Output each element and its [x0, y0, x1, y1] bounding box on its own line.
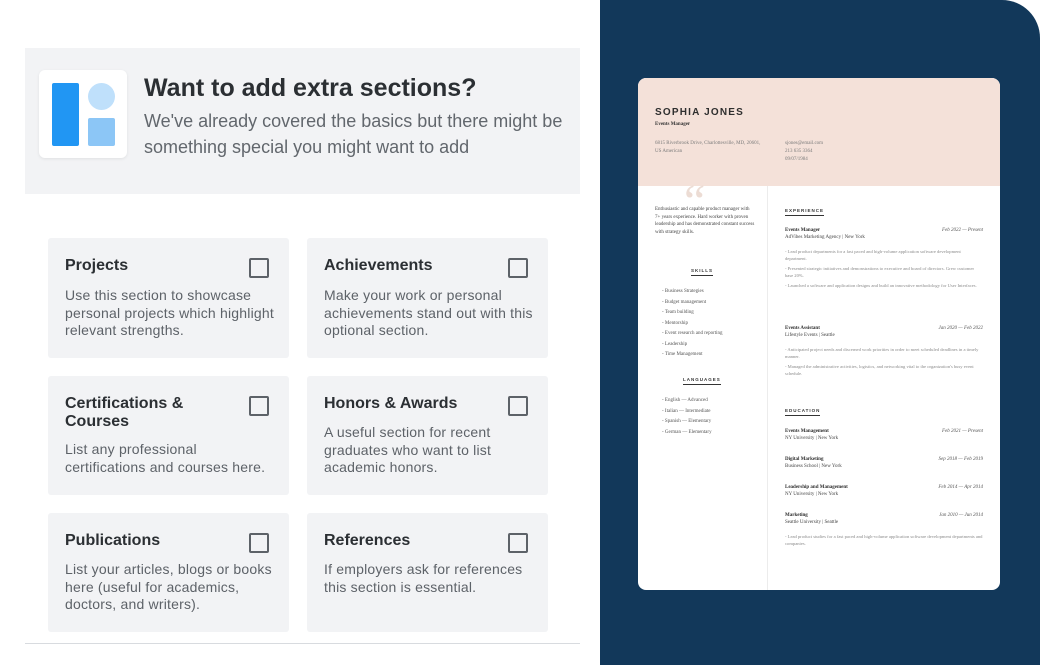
list-item: - Budget management: [662, 298, 757, 309]
education-title: [785, 457, 983, 464]
education-entry: [785, 485, 983, 502]
languages-heading: LANGUAGES: [683, 377, 721, 385]
education-bullet: - Lead product studies for a fast paced and high-volume application software development departments and companies.: [785, 534, 983, 546]
education-entry: [785, 429, 983, 446]
education-date: Jan 2010 — Jun 2014: [939, 513, 983, 518]
education-school: NY University | New York: [785, 436, 839, 441]
card-description: Use this section to showcase personal projects which highlight relevant strengths.: [65, 287, 274, 338]
education-entry: [785, 457, 983, 474]
resume-header: [638, 78, 1000, 186]
education-title-text: Events Management: [785, 429, 829, 434]
education-heading: EDUCATION: [785, 408, 820, 416]
resume-name: SOPHIA JONES: [655, 107, 745, 118]
experience-bullet: - Launched a software and application designs and build an innovative methodology for User Interfaces.: [785, 283, 977, 288]
list-item: - English — Advanced: [662, 396, 757, 407]
experience-title: [785, 326, 983, 333]
list-item: - Event research and reporting: [662, 329, 757, 340]
experience-entry: [785, 228, 983, 289]
experience-date: Jan 2020 — Feb 2022: [938, 326, 983, 331]
education-entry: [785, 513, 983, 547]
card-title: Achievements: [324, 257, 433, 274]
resume-dob: 09/07/1984: [785, 157, 808, 162]
resume-column-divider: [767, 186, 768, 590]
card-description: List your articles, blogs or books here (useful for academics, doctors, and writers).: [65, 561, 272, 612]
experience-bullet: - Anticipated project needs and discerned work priorities in order to meet scheduled deadlines in a timely manner.: [785, 347, 979, 359]
card-description: If employers ask for references this section is essential.: [324, 561, 523, 595]
card-description: A useful section for recent graduates who want to list academic honors.: [324, 424, 492, 475]
experience-title-text: Events Manager: [785, 228, 821, 233]
list-item: - German — Elementary: [662, 428, 757, 439]
card-description: Make your work or personal achievements stand out with this optional section.: [324, 287, 533, 338]
logo-square-shape: [88, 118, 115, 146]
card-title: Certifications & Courses: [65, 395, 184, 430]
skills-heading: SKILLS: [691, 268, 713, 276]
experience-company: Lifestyle Events | Seattle: [785, 333, 835, 338]
references-checkbox[interactable]: [508, 533, 528, 553]
resume-preview-panel: [600, 0, 1040, 665]
education-school: NY University | New York: [785, 492, 839, 497]
card-description: List any professional certifications and courses here.: [65, 441, 266, 475]
experience-entry: [785, 326, 983, 377]
section-card-certifications[interactable]: [48, 376, 289, 495]
resume-summary: Enthusiastic and capable product manager with 7+ years experience. Hard worker with proven leadership and has demonstrated constant success with strategy skills.: [655, 207, 755, 235]
education-title: [785, 429, 983, 436]
education-date: Sep 2018 — Feb 2019: [938, 457, 983, 462]
education-school: Business School | New York: [785, 464, 842, 469]
panel-divider: [25, 643, 580, 644]
experience-company: AdVibes Marketing Agency | New York: [785, 235, 865, 240]
section-card-achievements[interactable]: [307, 238, 548, 358]
list-item: - Time Management: [662, 350, 757, 361]
education-title: [785, 485, 983, 492]
list-item: - Mentorship: [662, 319, 757, 330]
education-school: Seattle University | Seattle: [785, 520, 839, 525]
experience-bullet: - Lead product departments for a fast paced and high-volume application software development department.: [785, 249, 961, 261]
education-title-text: Marketing: [785, 513, 808, 518]
list-item: - Spanish — Elementary: [662, 417, 757, 428]
education-date: Feb 2014 — Apr 2014: [938, 485, 983, 490]
experience-title-text: Events Assistant: [785, 326, 820, 331]
resume-preview[interactable]: [638, 78, 1000, 590]
publications-checkbox[interactable]: [249, 533, 269, 553]
honors-awards-checkbox[interactable]: [508, 396, 528, 416]
experience-heading: EXPERIENCE: [785, 208, 824, 216]
section-card-honors-awards[interactable]: [307, 376, 548, 495]
resume-role: Events Manager: [655, 122, 691, 127]
quote-mark-icon: “: [684, 175, 706, 228]
education-title-text: Leadership and Management: [785, 485, 848, 490]
logo-bar-shape: [52, 83, 79, 146]
projects-checkbox[interactable]: [249, 258, 269, 278]
banner-title: Want to add extra sections?: [144, 74, 477, 102]
education-title-text: Digital Marketing: [785, 457, 824, 462]
sections-logo-icon: [39, 70, 127, 158]
section-card-references[interactable]: [307, 513, 548, 632]
skills-list: [662, 287, 757, 361]
resume-phone: 213 635 3364: [785, 149, 813, 154]
list-item: - Leadership: [662, 340, 757, 351]
experience-bullet: - Presented strategic initiatives and demonstrations to executive and board of directors. Grew customer base 20%.: [785, 266, 975, 278]
education-title: [785, 513, 983, 520]
languages-list: [662, 396, 757, 438]
resume-contact: [785, 140, 895, 164]
achievements-checkbox[interactable]: [508, 258, 528, 278]
resume-address: 6815 Riverbrook Drive, Charlottesville, MD, 20601, US American: [655, 141, 761, 154]
extra-sections-banner: [25, 48, 580, 194]
certifications-checkbox[interactable]: [249, 396, 269, 416]
section-card-projects[interactable]: [48, 238, 289, 358]
experience-date: Feb 2022 — Present: [941, 228, 983, 233]
list-item: - Team building: [662, 308, 757, 319]
experience-title: [785, 228, 983, 235]
card-title: References: [324, 532, 411, 549]
list-item: - Business Strategies: [662, 287, 757, 298]
section-card-publications[interactable]: [48, 513, 289, 632]
card-title: Honors & Awards: [324, 395, 458, 412]
list-item: - Italian — Intermediate: [662, 407, 757, 418]
card-title: Publications: [65, 532, 161, 549]
card-title: Projects: [65, 257, 129, 274]
logo-circle-shape: [88, 83, 115, 110]
banner-subtitle: We've already covered the basics but there might be something special you might want to add: [144, 111, 563, 157]
experience-bullet: - Managed the administrative activities, logistics, and networking vital to the organization's busy event schedule.: [785, 364, 974, 376]
education-date: Feb 2021 — Present: [941, 429, 983, 434]
resume-email: sjones@email.com: [785, 141, 824, 146]
